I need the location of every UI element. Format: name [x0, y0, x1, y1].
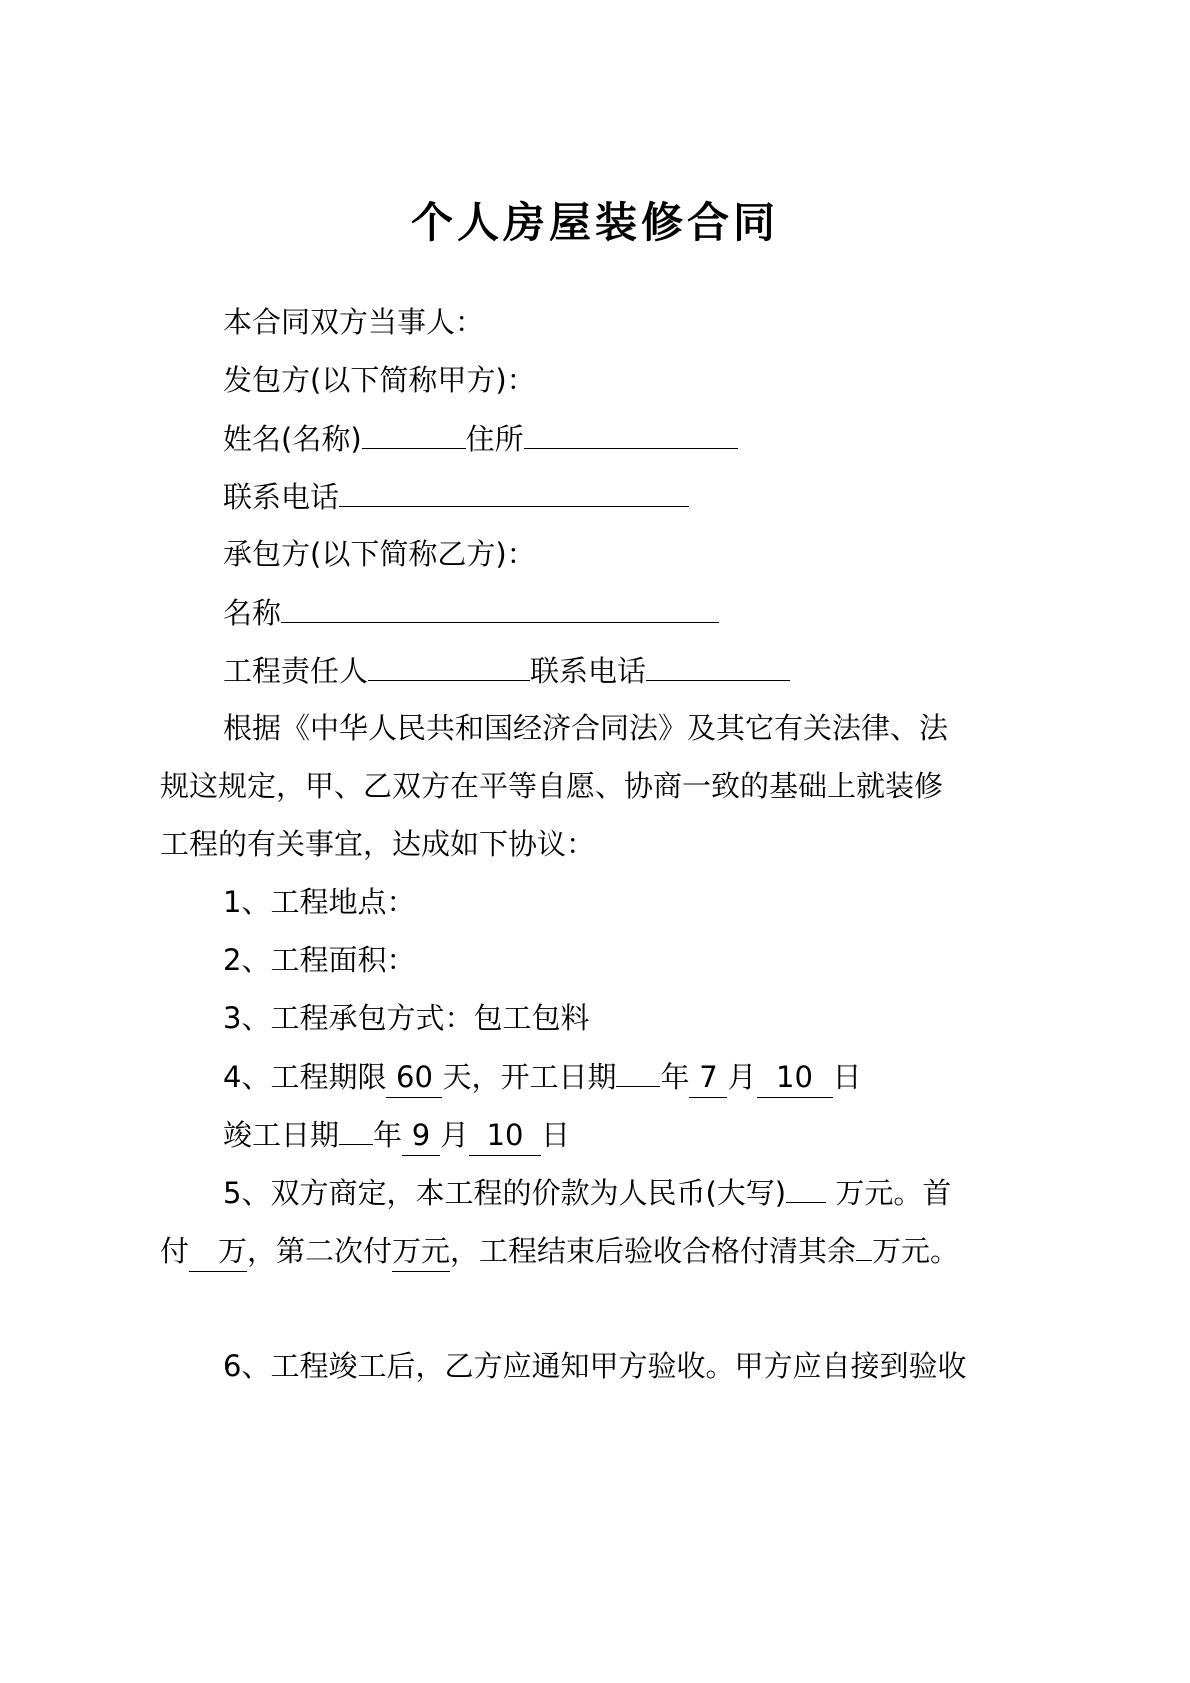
month-label: 月	[440, 1118, 470, 1152]
first-payment-amount: 万	[189, 1231, 247, 1272]
clause-4-prefix: 4、工程期限	[223, 1060, 387, 1094]
year-label: 年	[660, 1060, 690, 1094]
clause-5-row-2	[160, 1230, 1060, 1272]
party-a-phone-row	[223, 476, 1123, 517]
end-month: 9	[402, 1115, 440, 1156]
second-payment-label: ，第二次付	[247, 1234, 393, 1268]
parties-intro: 本合同双方当事人：	[223, 305, 485, 339]
clause-4-row-2	[223, 1114, 1123, 1156]
remaining-unit: 万元。	[872, 1234, 960, 1268]
preamble-line-3: 工程的有关事宜，达成如下协议：	[160, 827, 596, 861]
party-a-phone-label: 联系电话	[223, 480, 340, 514]
pay-first-label: 付	[160, 1234, 190, 1268]
first-payment-label: 万元。首	[835, 1176, 952, 1210]
duration-days: 60	[386, 1057, 442, 1098]
remaining-payment-label: ，工程结束后验收合格付清其余	[450, 1234, 857, 1268]
end-day: 10	[469, 1115, 541, 1156]
party-a-phone-blank	[339, 476, 689, 507]
party-a-address-label: 住所	[465, 422, 524, 456]
start-year-blank	[616, 1056, 660, 1087]
party-b-manager-blank	[368, 650, 530, 681]
clause-2: 2、工程面积：	[223, 943, 416, 977]
clause-5-prefix: 5、双方商定，本工程的价款为人民币(大写)	[223, 1176, 787, 1210]
party-a-name-blank	[362, 418, 466, 449]
clause-3: 3、工程承包方式：包工包料	[223, 1001, 590, 1035]
start-day: 10	[757, 1057, 833, 1098]
total-price-blank	[786, 1172, 826, 1203]
party-b-manager-label: 工程责任人	[223, 654, 369, 688]
preamble-line-1: 根据《中华人民共和国经济合同法》及其它有关法律、法	[223, 711, 949, 745]
clause-4-row-1	[223, 1056, 1123, 1098]
preamble-line-2: 规这规定，甲、乙双方在平等自愿、协商一致的基础上就装修	[160, 769, 944, 803]
start-month: 7	[689, 1057, 727, 1098]
party-a-name-label: 姓名(名称)	[223, 422, 362, 456]
clause-1: 1、工程地点：	[223, 885, 416, 919]
party-b-heading: 承包方(以下简称乙方)：	[223, 537, 536, 571]
party-a-name-row	[223, 418, 1123, 459]
clause-5-row-1	[223, 1172, 1123, 1213]
end-year-blank	[339, 1114, 373, 1145]
party-a-address-blank	[524, 418, 738, 449]
year-label: 年	[373, 1118, 403, 1152]
end-date-label: 竣工日期	[223, 1118, 340, 1152]
month-label: 月	[727, 1060, 757, 1094]
second-payment-amount: 万元	[392, 1231, 450, 1272]
party-a-heading: 发包方(以下简称甲方)：	[223, 363, 536, 397]
clause-6: 6、工程竣工后，乙方应通知甲方验收。甲方应自接到验收	[223, 1349, 967, 1383]
party-b-name-label: 名称	[223, 596, 282, 630]
document-title: 个人房屋装修合同	[410, 198, 779, 247]
party-b-manager-row	[223, 650, 1123, 691]
party-b-name-row	[223, 592, 1123, 633]
start-date-label: 天，开工日期	[442, 1060, 617, 1094]
day-label: 日	[541, 1118, 571, 1152]
party-b-name-blank	[281, 592, 719, 623]
remaining-blank	[856, 1230, 872, 1261]
party-b-phone-blank	[646, 650, 790, 681]
day-label: 日	[832, 1060, 862, 1094]
party-b-phone-label: 联系电话	[530, 654, 647, 688]
